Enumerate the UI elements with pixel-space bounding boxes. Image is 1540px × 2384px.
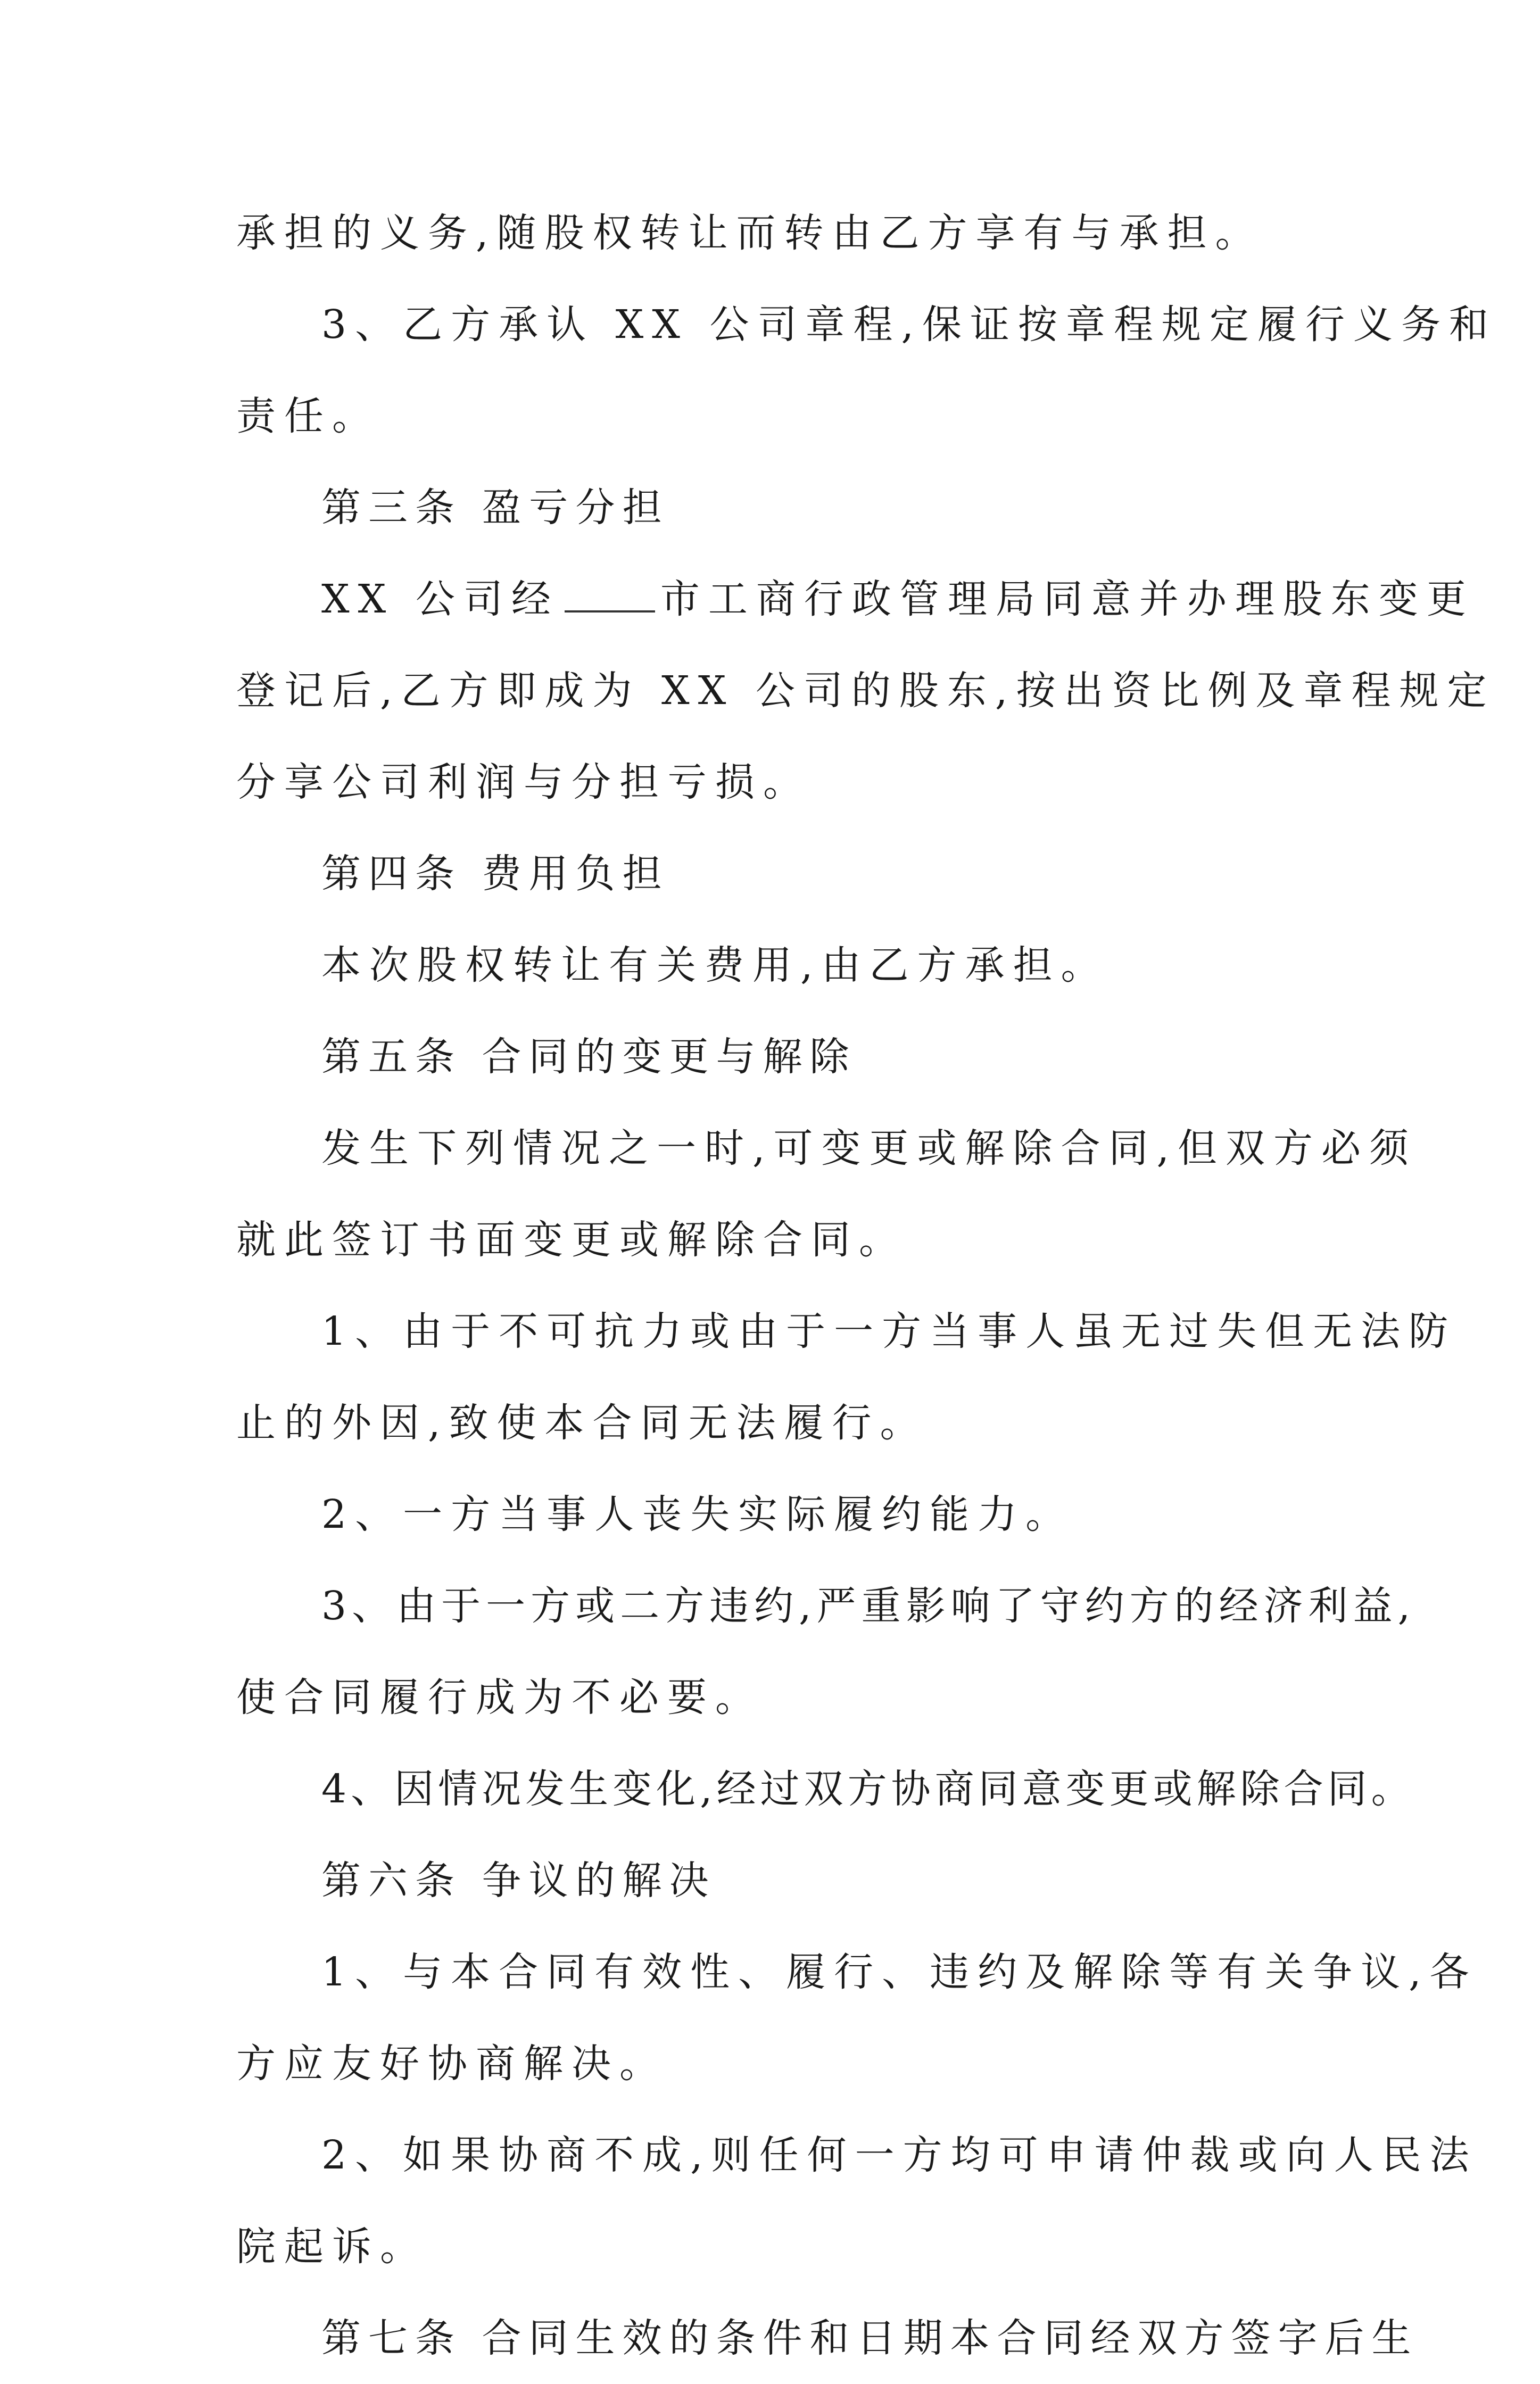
contract-body [236, 187, 1497, 2384]
body-line: 院起诉。 [236, 2224, 428, 2270]
body-line: 止的外因,致使本合同无法履行。 [236, 1400, 928, 1446]
body-line: 本次股权转让有关费用,由乙方承担。 [321, 942, 1109, 988]
article-heading: 第七条 合同生效的条件和日期本合同经双方签字后生 [321, 2315, 1419, 2361]
body-line: 分享公司利润与分担亏损。 [236, 759, 811, 805]
clause-item: 1、与本合同有效性、履行、违约及解除等有关争议,各 [321, 1949, 1478, 1995]
clause-item: 2、如果协商不成,则任何一方均可申请仲裁或向人民法 [321, 2132, 1478, 2178]
body-line: 使合同履行成为不必要。 [236, 1675, 763, 1720]
line-prefix: XX 公司经 [321, 576, 559, 622]
article-heading: 第四条 费用负担 [321, 851, 669, 897]
body-line: 承担的义务,随股权转让而转由乙方享有与承担。 [236, 210, 1263, 256]
body-line: 就此签订书面变更或解除合同。 [236, 1217, 907, 1263]
article-heading: 第三条 盈亏分担 [321, 485, 669, 531]
clause-item: 4、因情况发生变化,经过双方协商同意变更或解除合同。 [321, 1766, 1415, 1812]
body-line: 责任。 [236, 393, 380, 439]
article-heading: 第六条 争议的解决 [321, 1858, 716, 1903]
body-line: 登记后,乙方即成为 XX 公司的股东,按出资比例及章程规定 [236, 668, 1495, 714]
clause-item: 3、乙方承认 XX 公司章程,保证按章程规定履行义务和 [321, 302, 1497, 347]
fill-in-blank [565, 577, 655, 612]
article-heading: 第五条 合同的变更与解除 [321, 1034, 857, 1080]
body-line-with-blank [236, 553, 1475, 645]
clause-item: 1、由于不可抗力或由于一方当事人虽无过失但无法防 [321, 1309, 1457, 1354]
clause-item: 2、一方当事人丧失实际履约能力。 [321, 1492, 1074, 1537]
line-suffix: 市工商行政管理局同意并办理股东变更 [660, 576, 1475, 622]
body-line: 发生下列情况之一时,可变更或解除合同,但双方必须 [321, 1125, 1418, 1171]
body-line: 方应友好协商解决。 [236, 2041, 667, 2087]
clause-item: 3、由于一方或二方违约,严重影响了守约方的经济利益, [321, 1583, 1416, 1629]
